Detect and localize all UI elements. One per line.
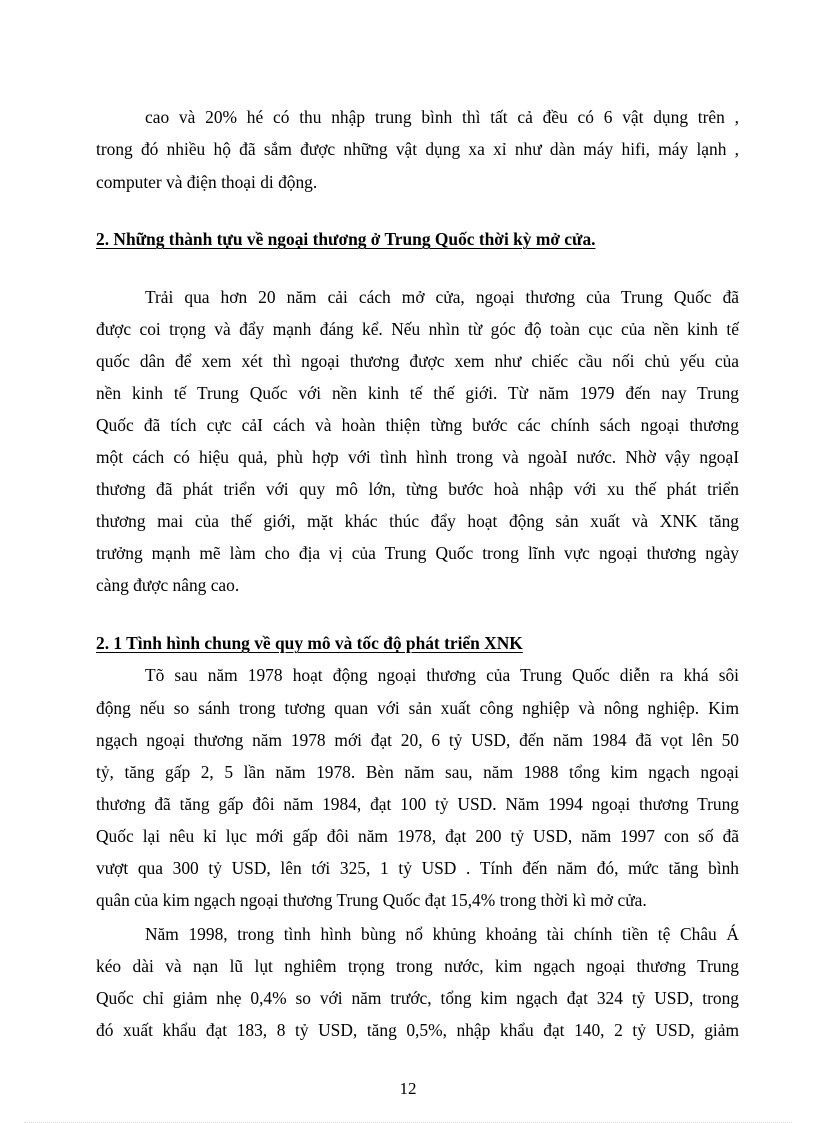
text-line: tỷ, tăng gấp 2, 5 lần năm 1978. Bèn năm sau, năm 1988 tổng kim ngạch ngoại xyxy=(96,762,739,782)
text-line: thương mai của thế giới, mặt khác thúc đẩy hoạt động sản xuất và XNK tăng xyxy=(96,511,739,531)
text-line: quân của kim ngạch ngoại thương Trung Quốc đạt 15,4% trong thời kì mở cửa. xyxy=(96,890,647,910)
text-line: được coi trọng và đẩy mạnh đáng kể. Nếu nhìn từ góc độ toàn cục của nền kinh tế xyxy=(96,319,739,339)
text-line: động nếu so sánh trong tương quan với sản xuất công nghiệp và nông nghiệp. Kim xyxy=(96,698,739,718)
text-line: ngạch ngoại thương năm 1978 mới đạt 20, 6 tỷ USD, đến năm 1984 đã vọt lên 50 xyxy=(96,730,739,750)
text-line: Quốc lại nêu kỉ lục mới gấp đôi năm 1978, đạt 200 tỷ USD, năm 1997 con số đã xyxy=(96,826,739,846)
text-line: Trải qua hơn 20 năm cải cách mở cửa, ngoại thương của Trung Quốc đã xyxy=(145,287,739,307)
text-line: Quốc chỉ giảm nhẹ 0,4% so với năm trước, tổng kim ngạch đạt 324 tỷ USD, trong xyxy=(96,988,739,1008)
text-line: Quốc đã tích cực cảI cách và hoàn thiện từng bước các chính sách ngoại thương xyxy=(96,415,739,435)
text-line: một cách có hiệu quả, phù hợp với tình hình trong và ngoàI nước. Nhờ vậy ngoạI xyxy=(96,447,739,467)
text-line: thương đã phát triển với quy mô lớn, từng bước hoà nhập với xu thế phát triển xyxy=(96,479,739,499)
subsection-heading: 2. 1 Tình hình chung về quy mô và tốc độ phát triển XNK xyxy=(96,633,523,653)
text-line: kéo dài và nạn lũ lụt nghiêm trọng trong nước, kim ngạch ngoại thương Trung xyxy=(96,956,739,976)
text-line: thương đã tăng gấp đôi năm 1984, đạt 100 tỷ USD. Năm 1994 ngoại thương Trung xyxy=(96,794,739,814)
text-line: Năm 1998, trong tình hình bùng nổ khủng khoảng tài chính tiền tệ Châu Á xyxy=(145,924,739,944)
text-line: trong đó nhiều hộ đã sắm được những vật dụng xa xỉ như dàn máy hifi, máy lạnh , xyxy=(96,139,739,159)
text-line: quốc dân để xem xét thì ngoại thương được xem như chiếc cầu nối chủ yếu của xyxy=(96,351,739,371)
text-line: càng được nâng cao. xyxy=(96,575,240,595)
section-heading: 2. Những thành tựu về ngoại thương ở Trung Quốc thời kỳ mở cửa. xyxy=(96,229,596,249)
text-line: đó xuất khẩu đạt 183, 8 tỷ USD, tăng 0,5%, nhập khẩu đạt 140, 2 tỷ USD, giảm xyxy=(96,1020,739,1040)
page-number: 12 xyxy=(399,1079,417,1098)
text-line: trưởng mạnh mẽ làm cho địa vị của Trung Quốc trong lĩnh vực ngoại thương ngày xyxy=(96,543,739,563)
text-line: computer và điện thoại di động. xyxy=(96,172,318,192)
text-line: Tõ sau năm 1978 hoạt động ngoại thương của Trung Quốc diễn ra khá sôi xyxy=(145,665,739,685)
text-line: vượt qua 300 tỷ USD, lên tới 325, 1 tỷ USD . Tính đến năm đó, mức tăng bình xyxy=(96,858,739,878)
text-line: nền kinh tế Trung Quốc với nền kinh tế thế giới. Từ năm 1979 đến nay Trung xyxy=(96,383,739,403)
text-line: cao và 20% hé có thu nhập trung bình thì tất cả đều có 6 vật dụng trên , xyxy=(145,107,739,127)
